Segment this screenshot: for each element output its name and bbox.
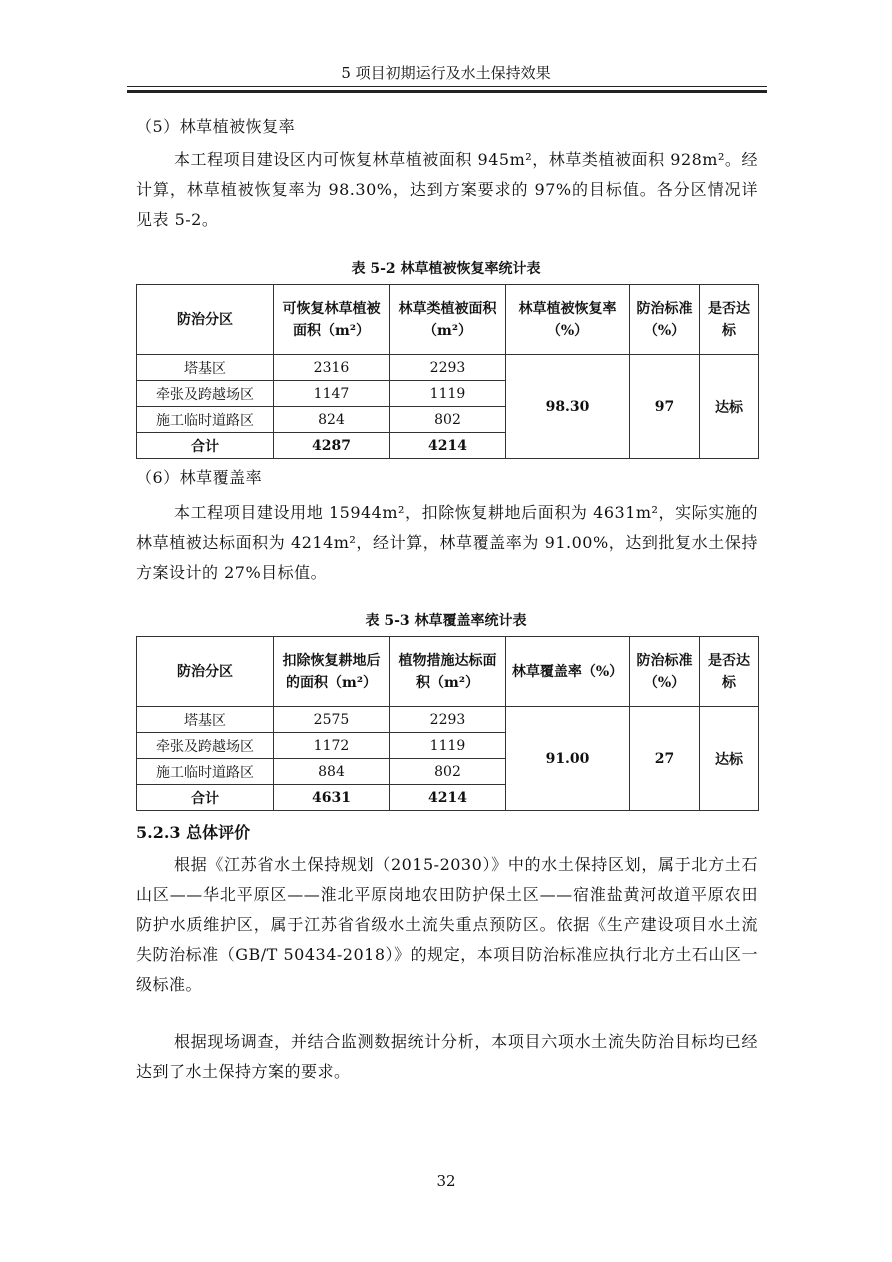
zone-cell: 牵张及跨越场区 [137,733,274,759]
value-cell: 2575 [274,707,390,733]
value-cell: 1119 [390,733,506,759]
page-number: 32 [436,1172,456,1190]
value-cell: 2316 [274,355,390,381]
section-6-title: （6）林草覆盖率 [136,468,263,487]
table-5-3-header: 是否达标 [700,637,759,707]
section-5-2-3-paragraph-1: 根据《江苏省水土保持规划（2015-2030）》中的水土保持区划，属于北方土石山区——华北平原区——淮北平原岗地农田防护保土区——宿淮盐黄河故道平原农田防护水质维护区，属于江苏省省级水土流失重点预防区。依据《生产建设项目水土流失防治标准（GB/T 50434-2018）》的规定，本项目防治标准应执行北方土石山区一级标准。 [136,855,758,994]
table-5-3-header: 扣除恢复耕地后的面积（m²） [274,637,390,707]
table-5-2-header: 是否达标 [700,285,759,355]
table-5-2 [136,284,759,459]
rate-cell: 91.00 [506,707,630,811]
table-5-2-header: 防治标准（%） [630,285,700,355]
table-5-2-caption: 表 5-2 林草植被恢复率统计表 [351,261,541,277]
section-5-title: （5）林草植被恢复率 [136,117,296,136]
value-cell: 2293 [390,707,506,733]
section-5-2-3-paragraph-2: 根据现场调查，并结合监测数据统计分析，本项目六项水土流失防治目标均已经达到了水土保持方案的要求。 [136,1032,758,1081]
zone-cell: 施工临时道路区 [137,759,274,785]
zone-cell: 合计 [137,785,274,811]
value-cell: 2293 [390,355,506,381]
value-cell: 824 [274,407,390,433]
rate-cell: 98.30 [506,355,630,459]
table-5-2-header: 林草类植被面积（m²） [390,285,506,355]
header-rule-thick [127,90,767,93]
table-5-2-header: 可恢复林草植被面积（m²） [274,285,390,355]
table-row [137,355,759,381]
table-5-2-header: 防治分区 [137,285,274,355]
table-5-3-header: 植物措施达标面积（m²） [390,637,506,707]
value-cell: 802 [390,407,506,433]
table-5-3-header: 林草覆盖率（%） [506,637,630,707]
section-6-paragraph: 本工程项目建设用地 15944m²，扣除恢复耕地后面积为 4631m²，实际实施的林草植被达标面积为 4214m²，经计算，林草覆盖率为 91.00%，达到批复水土保持方案设计的 27%目标值。 [136,503,758,582]
standard-cell: 27 [630,707,700,811]
zone-cell: 合计 [137,433,274,459]
value-cell: 4631 [274,785,390,811]
table-5-3-caption: 表 5-3 林草覆盖率统计表 [365,613,527,629]
section-5-2-3-heading: 5.2.3 总体评价 [136,823,251,842]
value-cell: 4214 [390,433,506,459]
result-cell: 达标 [700,355,759,459]
page-header: 5 项目初期运行及水土保持效果 [341,64,551,82]
value-cell: 4214 [390,785,506,811]
zone-cell: 牵张及跨越场区 [137,381,274,407]
section-5-paragraph: 本工程项目建设区内可恢复林草植被面积 945m²，林草类植被面积 928m²。经计算，林草植被恢复率为 98.30%，达到方案要求的 97%的目标值。各分区情况详见表 5-2。 [136,150,758,229]
standard-cell: 97 [630,355,700,459]
table-row [137,707,759,733]
header-rule-thin [127,86,767,87]
table-5-3-header: 防治分区 [137,637,274,707]
value-cell: 1119 [390,381,506,407]
value-cell: 884 [274,759,390,785]
zone-cell: 施工临时道路区 [137,407,274,433]
value-cell: 1147 [274,381,390,407]
table-5-2-header: 林草植被恢复率（%） [506,285,630,355]
result-cell: 达标 [700,707,759,811]
value-cell: 4287 [274,433,390,459]
value-cell: 1172 [274,733,390,759]
table-5-3-header: 防治标准（%） [630,637,700,707]
value-cell: 802 [390,759,506,785]
zone-cell: 塔基区 [137,707,274,733]
zone-cell: 塔基区 [137,355,274,381]
table-5-3 [136,636,759,811]
